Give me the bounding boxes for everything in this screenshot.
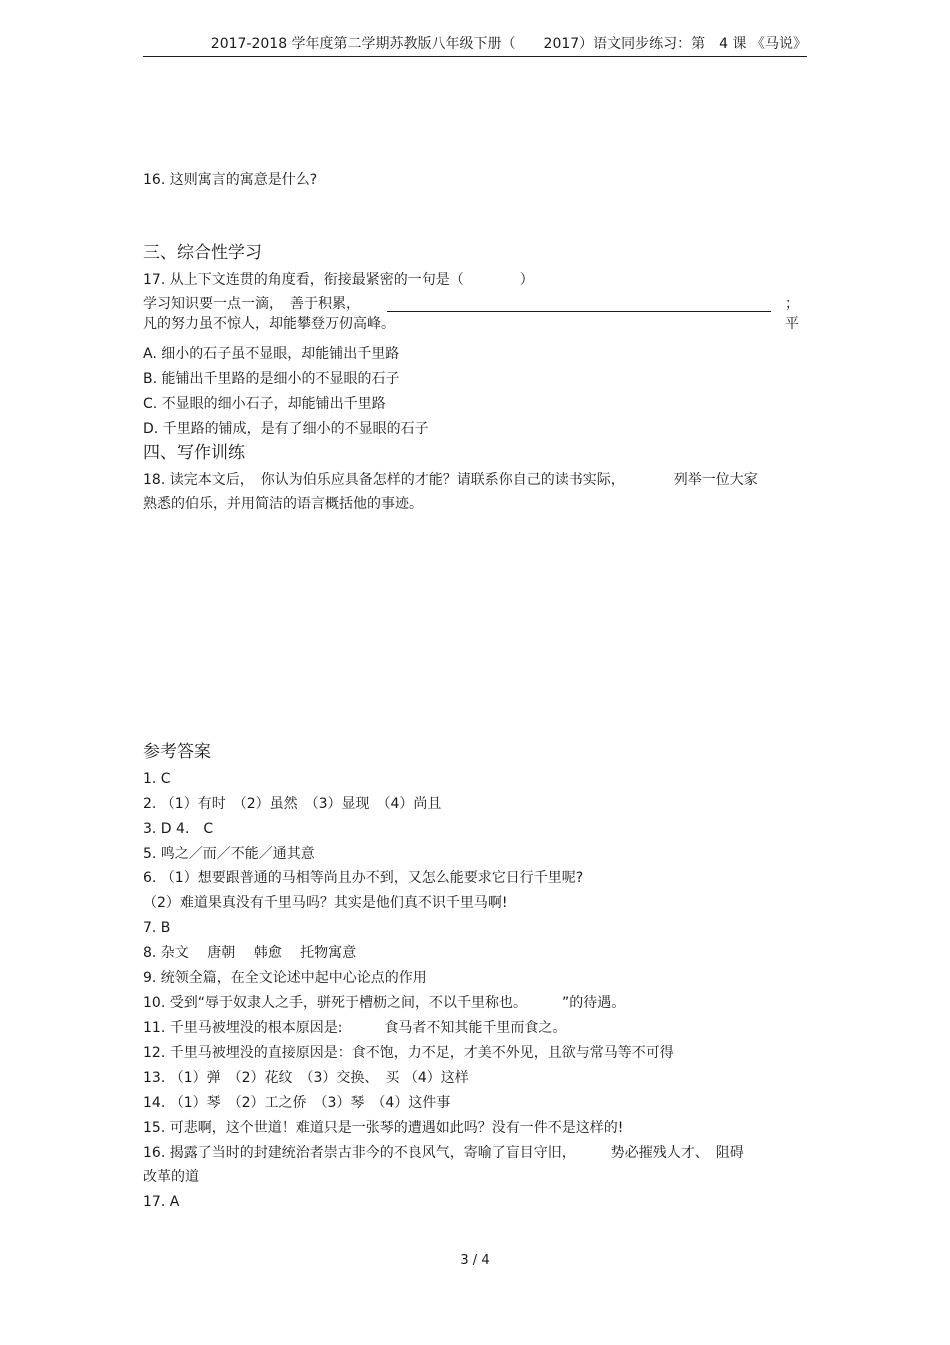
question-17-continuation: 凡的努力虽不惊人，却能攀登万仞高峰。 bbox=[143, 316, 395, 332]
question-17-body bbox=[143, 294, 807, 334]
option-d: D. 千里路的铺成，是有了细小的不显眼的石子 bbox=[143, 421, 429, 437]
question-17-stem: 17. 从上下文连贯的角度看，衔接最紧密的一句是（ ） bbox=[143, 272, 534, 288]
answer-item: 17. A bbox=[143, 1194, 180, 1210]
answer-item: 10. 受到“辱于奴隶人之手，骈死于槽枥之间，不以千里称也。 ”的待遇。 bbox=[143, 995, 626, 1011]
answer-item: （2）难道果真没有千里马吗？其实是他们真不识千里马啊! bbox=[143, 895, 508, 911]
answer-item: 3. D 4． C bbox=[143, 821, 214, 837]
section-heading-writing-practice: 四、写作训练 bbox=[143, 443, 245, 463]
page-number: 3 / 4 bbox=[460, 1253, 490, 1268]
answer-item: 9. 统领全篇，在全文论述中起中心论点的作用 bbox=[143, 970, 427, 986]
answer-item: 1. C bbox=[143, 771, 171, 787]
answer-item: 7. B bbox=[143, 920, 171, 936]
answer-item: 11. 千里马被埋没的根本原因是: 食马者不知其能千里而食之。 bbox=[143, 1020, 567, 1036]
page-header: 2017-2018 学年度第二学期苏教版八年级下册（ 2017）语文同步练习：第 4 课 《马说》 bbox=[210, 36, 807, 52]
question-16: 16. 这则寓言的寓意是什么? bbox=[143, 172, 318, 188]
answer-blank[interactable] bbox=[387, 297, 771, 312]
answer-item: 6. （1）想要跟普通的马相等尚且办不到，又怎么能要求它日行千里呢? bbox=[143, 870, 584, 886]
answer-item: 13. （1）弹 （2）花纹 （3）交换、 买 （4）这样 bbox=[143, 1070, 469, 1086]
answer-item: 5. 鸣之／而／不能／通其意 bbox=[143, 846, 315, 862]
option-c: C. 不显眼的细小石子，却能铺出千里路 bbox=[143, 396, 386, 412]
question-17-text-after-blank: ；平 bbox=[785, 296, 799, 332]
answer-item: 2. （1）有时 （2）虽然 （3）显现 （4）尚且 bbox=[143, 796, 442, 812]
header-divider bbox=[143, 56, 807, 57]
answer-item: 改革的道 bbox=[143, 1169, 199, 1185]
answer-item: 12. 千里马被埋没的直接原因是：食不饱，力不足，才美不外见，且欲与常马等不可得 bbox=[143, 1045, 674, 1061]
option-a: A. 细小的石子虽不显眼，却能铺出千里路 bbox=[143, 346, 400, 362]
question-18-line-2: 熟悉的伯乐，并用简洁的语言概括他的事迹。 bbox=[143, 496, 423, 512]
section-heading-integrated-study: 三、综合性学习 bbox=[143, 243, 262, 263]
answers-title: 参考答案 bbox=[143, 742, 211, 762]
question-18-line-1: 18. 读完本文后， 你认为伯乐应具备怎样的才能？请联系你自己的读书实际， 列举一位大家 bbox=[143, 472, 758, 488]
answer-item: 8. 杂文 唐朝 韩愈 托物寓意 bbox=[143, 945, 357, 961]
question-17-text-before-blank: 学习知识要一点一滴， 善于积累， bbox=[143, 296, 360, 312]
answer-item: 14. （1）琴 （2）工之侨 （3）琴 （4）这件事 bbox=[143, 1095, 451, 1111]
answer-item: 15. 可悲啊，这个世道！难道只是一张琴的遭遇如此吗？没有一件不是这样的! bbox=[143, 1120, 624, 1136]
answer-item: 16. 揭露了当时的封建统治者崇古非今的不良风气，寄喻了盲目守旧， 势必摧残人才、 阻碍 bbox=[143, 1145, 744, 1161]
option-b: B. 能铺出千里路的是细小的不显眼的石子 bbox=[143, 371, 400, 387]
